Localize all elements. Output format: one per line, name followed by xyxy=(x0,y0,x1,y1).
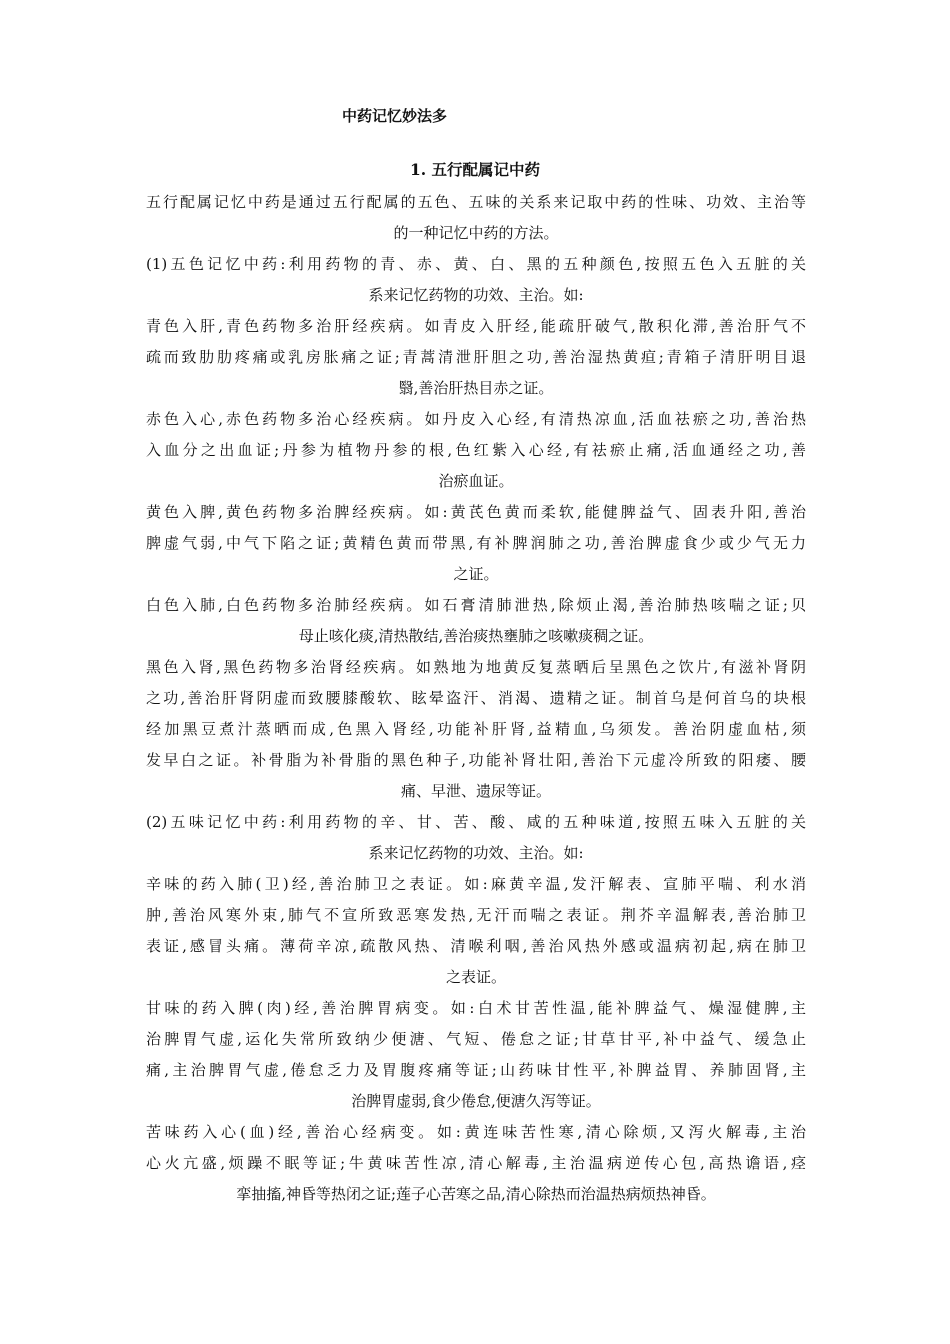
paragraph-line: 赤色入心,赤色药物多治心经疾病。如丹皮入心经,有清热凉血,活血祛瘀之功,善治热 xyxy=(146,410,806,428)
paragraph-line: 的一种记忆中药的方法。 xyxy=(393,224,559,242)
section-heading: 1. 五行配属记中药 xyxy=(409,160,541,179)
paragraph-line: 甘味的药入脾(肉)经,善治脾胃病变。如:白术甘苦性温,能补脾益气、燥湿健脾,主 xyxy=(146,999,806,1017)
paragraph-line: 发早白之证。补骨脂为补骨脂的黑色种子,功能补肾壮阳,善治下元虚冷所致的阳痿、腰 xyxy=(146,751,806,769)
paragraph-line: (1)五色记忆中药:利用药物的青、赤、黄、白、黑的五种颜色,按照五色入五脏的关 xyxy=(146,255,806,273)
paragraph-line: (2)五味记忆中药:利用药物的辛、甘、苦、酸、咸的五种味道,按照五味入五脏的关 xyxy=(146,813,806,831)
paragraph-bai-white xyxy=(146,590,806,652)
document-title: 中药记忆妙法多 xyxy=(342,107,448,125)
paragraph-line: 之功,善治肝肾阴虚而致腰膝酸软、眩晕盗汗、消渴、遗精之证。制首乌是何首乌的块根 xyxy=(146,689,806,707)
paragraph-intro xyxy=(146,187,806,249)
paragraph-line: 系来记忆药物的功效、主治。如: xyxy=(368,844,584,862)
paragraph-qing-green xyxy=(146,311,806,404)
paragraph-line: 之表证。 xyxy=(445,968,506,986)
paragraph-line: 治脾胃虚弱,食少倦怠,便溏久泻等证。 xyxy=(351,1092,601,1110)
paragraph-five-colors-intro xyxy=(146,249,806,311)
paragraph-line: 五行配属记忆中药是通过五行配属的五色、五味的关系来记取中药的性味、功效、主治等 xyxy=(146,193,806,211)
paragraph-line: 黑色入肾,黑色药物多治肾经疾病。如熟地为地黄反复蒸晒后呈黑色之饮片,有滋补肾阴 xyxy=(146,658,806,676)
paragraph-line: 治瘀血证。 xyxy=(438,472,514,490)
paragraph-line: 翳,善治肝热目赤之证。 xyxy=(398,379,554,397)
paragraph-line: 痛,主治脾胃气虚,倦怠乏力及胃腹疼痛等证;山药味甘性平,补脾益胃、养肺固肾,主 xyxy=(146,1061,806,1079)
paragraph-line: 治脾胃气虚,运化失常所致纳少便溏、气短、倦怠之证;甘草甘平,补中益气、缓急止 xyxy=(146,1030,806,1048)
paragraph-line: 之证。 xyxy=(453,565,499,583)
paragraph-gan-sweet xyxy=(146,993,806,1117)
paragraph-line: 肿,善治风寒外束,肺气不宣所致恶寒发热,无汗而喘之表证。荆芥辛温解表,善治肺卫 xyxy=(146,906,806,924)
paragraph-xin-pungent xyxy=(146,869,806,993)
paragraph-line: 白色入肺,白色药物多治肺经疾病。如石膏清肺泄热,除烦止渴,善治肺热咳喘之证;贝 xyxy=(146,596,806,614)
paragraph-line: 系来记忆药物的功效、主治。如: xyxy=(368,286,584,304)
paragraph-line: 脾虚气弱,中气下陷之证;黄精色黄而带黑,有补脾润肺之功,善治脾虚食少或少气无力 xyxy=(146,534,806,552)
paragraph-chi-red xyxy=(146,404,806,497)
paragraph-line: 痛、早泄、遗尿等证。 xyxy=(400,782,551,800)
paragraph-hei-black xyxy=(146,652,806,807)
paragraph-line: 心火亢盛,烦躁不眠等证;牛黄味苦性凉,清心解毒,主治温病逆传心包,高热谵语,痉 xyxy=(146,1154,806,1172)
paragraph-line: 经加黑豆煮汁蒸晒而成,色黑入肾经,功能补肝肾,益精血,乌须发。善治阴虚血枯,须 xyxy=(146,720,806,738)
paragraph-line: 母止咳化痰,清热散结,善治痰热壅肺之咳嗽痰稠之证。 xyxy=(298,627,654,645)
paragraph-five-flavors-intro xyxy=(146,807,806,869)
paragraph-line: 入血分之出血证;丹参为植物丹参的根,色红紫入心经,有祛瘀止痛,活血通经之功,善 xyxy=(146,441,806,459)
paragraph-line: 青色入肝,青色药物多治肝经疾病。如青皮入肝经,能疏肝破气,散积化滞,善治肝气不 xyxy=(146,317,806,335)
paragraph-huang-yellow xyxy=(146,497,806,590)
paragraph-line: 疏而致肋肋疼痛或乳房胀痛之证;青蒿清泄肝胆之功,善治湿热黄疸;青箱子清肝明目退 xyxy=(146,348,806,366)
paragraph-line: 苦味药入心(血)经,善治心经病变。如:黄连味苦性寒,清心除烦,又泻火解毒,主治 xyxy=(146,1123,806,1141)
paragraph-line: 表证,感冒头痛。薄荷辛凉,疏散风热、清喉利咽,善治风热外感或温病初起,病在肺卫 xyxy=(146,937,806,955)
paragraph-line: 挛抽搐,神昏等热闭之证;莲子心苦寒之品,清心除热而治温热病烦热神昏。 xyxy=(236,1185,716,1203)
document-body xyxy=(146,187,806,1210)
paragraph-line: 辛味的药入肺(卫)经,善治肺卫之表证。如:麻黄辛温,发汗解表、宣肺平喘、利水消 xyxy=(146,875,806,893)
paragraph-ku-bitter xyxy=(146,1117,806,1210)
paragraph-line: 黄色入脾,黄色药物多治脾经疾病。如:黄芪色黄而柔软,能健脾益气、固表升阳,善治 xyxy=(146,503,806,521)
